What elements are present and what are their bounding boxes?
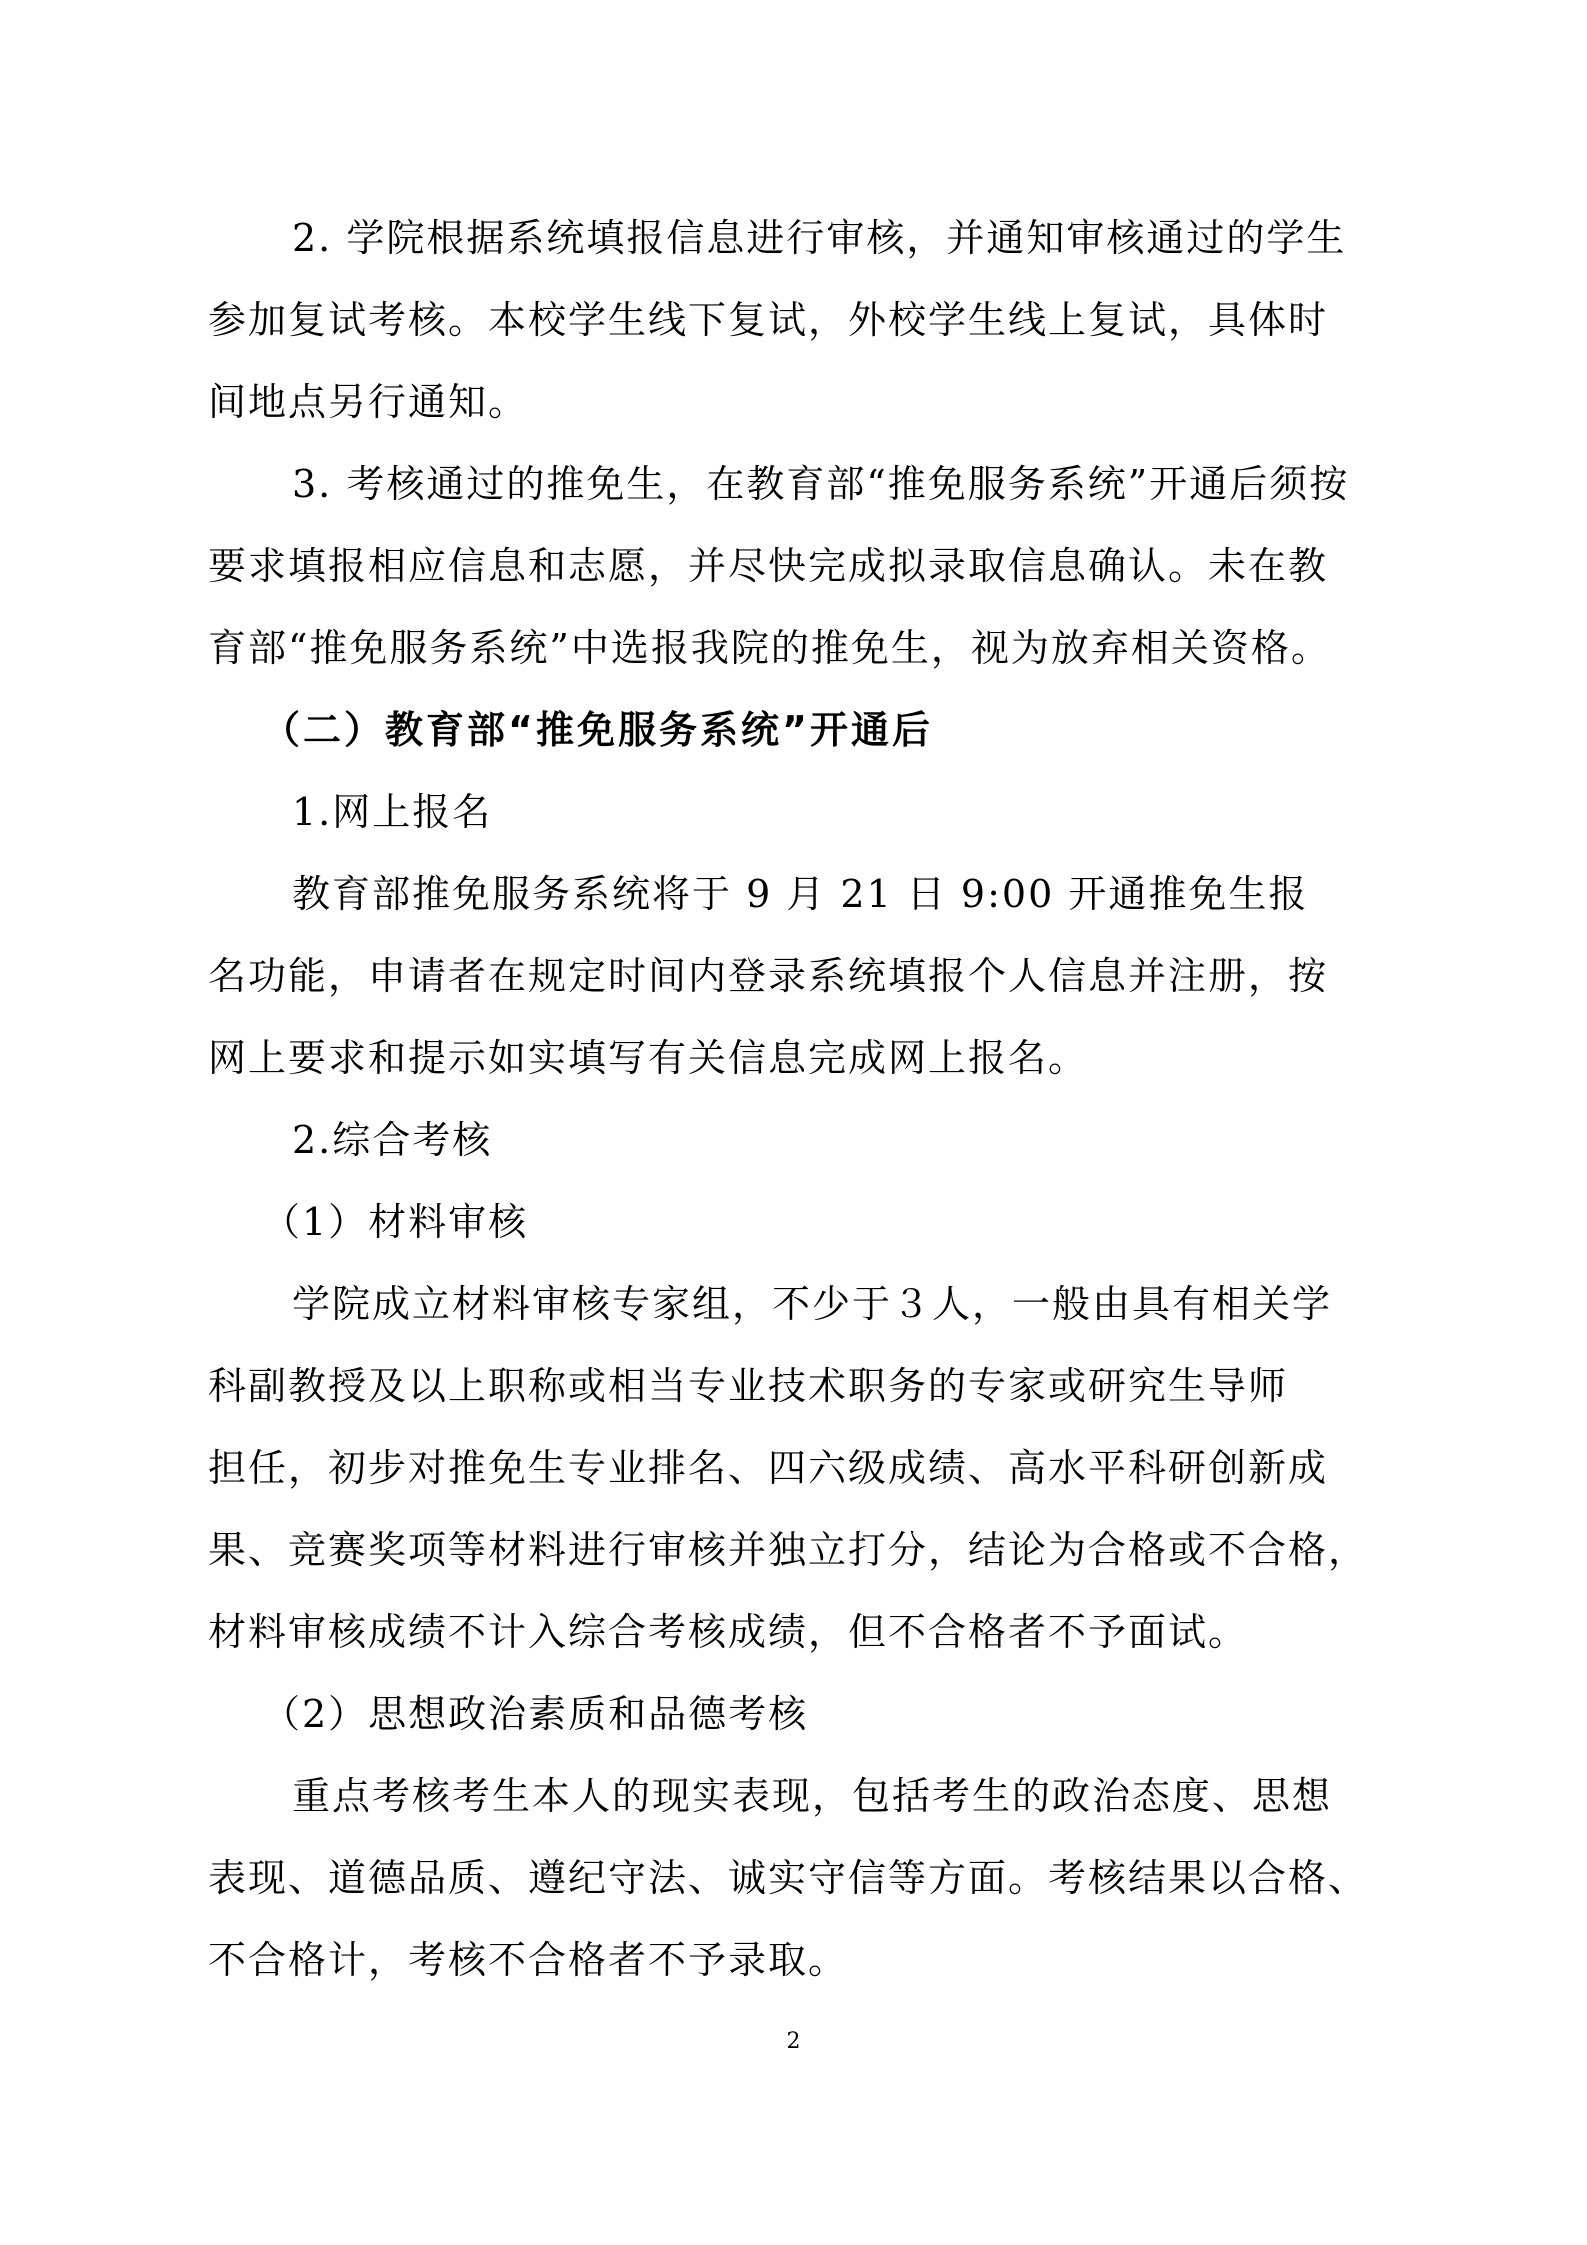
paragraph-review-line-2: 参加复试考核。本校学生线下复试，外校学生线上复试，具体时 [208,298,1329,342]
paragraph-review-line-3: 间地点另行通知。 [208,380,529,424]
paragraph-political-line-1: 重点考核考生本人的现实表现，包括考生的政治态度、思想 [292,1774,1333,1818]
paragraph-material-line-3: 担任，初步对推免生专业排名、四六级成绩、高水平科研创新成 [208,1446,1329,1490]
subheading-material-review: （1）材料审核 [262,1200,529,1244]
paragraph-political-line-3: 不合格计，考核不合格者不予录取。 [208,1938,849,1982]
paragraph-registration-line-1: 教育部推免服务系统将于 9 月 21 日 9:00 开通推免生报 [292,872,1309,916]
paragraph-review-line-1: 2. 学院根据系统填报信息进行审核，并通知审核通过的学生 [292,216,1347,260]
paragraph-registration-line-3: 网上要求和提示如实填写有关信息完成网上报名。 [208,1036,1089,1080]
subheading-comprehensive-assessment: 2.综合考核 [292,1118,493,1162]
paragraph-political-line-2: 表现、道德品质、遵纪守法、诚实守信等方面。考核结果以合格、 [208,1856,1369,1900]
paragraph-confirm-line-1: 3. 考核通过的推免生，在教育部“推免服务系统”开通后须按 [292,462,1350,506]
subheading-political-moral-assessment: （2）思想政治素质和品德考核 [262,1692,809,1736]
page-number: 2 [786,2029,801,2054]
paragraph-material-line-4: 果、竞赛奖项等材料进行审核并独立打分，结论为合格或不合格， [208,1528,1369,1572]
paragraph-material-line-2: 科副教授及以上职称或相当专业技术职务的专家或研究生导师 [208,1364,1289,1408]
section-heading: （二）教育部“推免服务系统”开通后 [262,708,933,752]
paragraph-confirm-line-3: 育部“推免服务系统”中选报我院的推免生，视为放弃相关资格。 [208,626,1331,670]
paragraph-material-line-5: 材料审核成绩不计入综合考核成绩，但不合格者不予面试。 [208,1610,1249,1654]
subheading-online-registration: 1.网上报名 [292,790,493,834]
paragraph-registration-line-2: 名功能，申请者在规定时间内登录系统填报个人信息并注册，按 [208,954,1329,998]
paragraph-confirm-line-2: 要求填报相应信息和志愿，并尽快完成拟录取信息确认。未在教 [208,544,1329,588]
paragraph-material-line-1: 学院成立材料审核专家组，不少于３人，一般由具有相关学 [292,1282,1333,1326]
